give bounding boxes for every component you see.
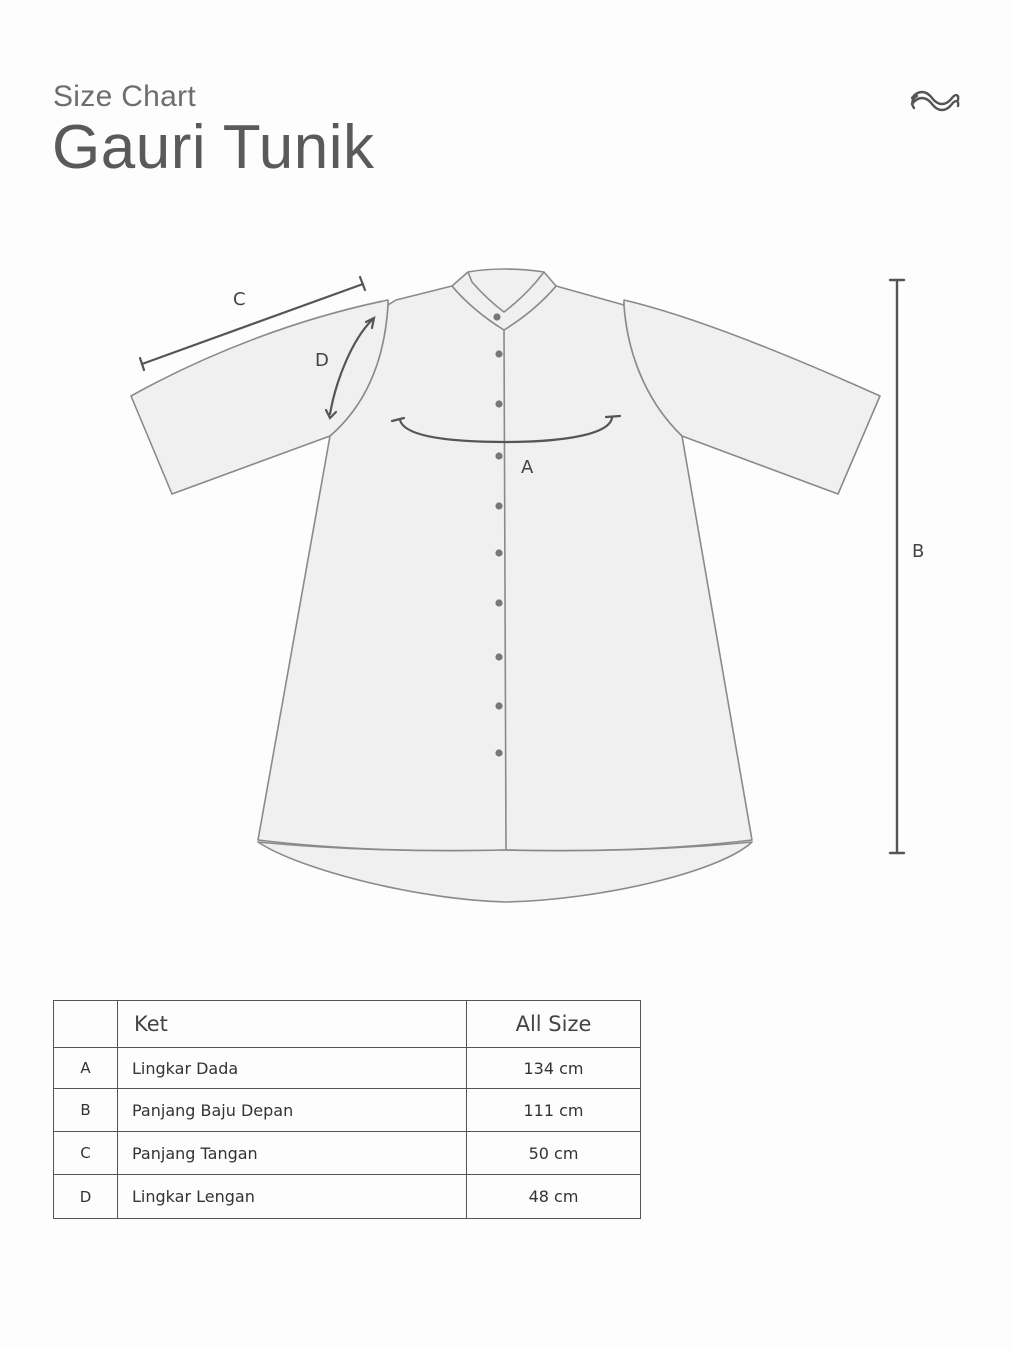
row-code: A: [54, 1048, 118, 1089]
row-description: Panjang Tangan: [118, 1132, 467, 1175]
header-all-size: All Size: [467, 1001, 641, 1048]
size-table-header-row: [54, 1001, 641, 1048]
page-subtitle: Size Chart: [53, 80, 197, 113]
measure-label-b: B: [912, 541, 925, 562]
header-ket: Ket: [118, 1001, 467, 1048]
page-title: Gauri Tunik: [52, 113, 375, 182]
row-description: Panjang Baju Depan: [118, 1089, 467, 1132]
row-code: C: [54, 1132, 118, 1175]
row-value: 48 cm: [467, 1175, 641, 1219]
row-value: 50 cm: [467, 1132, 641, 1175]
measure-label-a: A: [521, 457, 534, 478]
row-value: 111 cm: [467, 1089, 641, 1132]
button-dot: [495, 702, 502, 709]
button-dot: [493, 313, 500, 320]
tunic-outline: [131, 269, 880, 902]
header-code-cell: [54, 1001, 118, 1048]
button-dot: [495, 749, 502, 756]
button-dot: [495, 350, 502, 357]
button-dot: [495, 549, 502, 556]
button-dot: [495, 452, 502, 459]
table-row: [54, 1132, 641, 1175]
row-description: Lingkar Lengan: [118, 1175, 467, 1219]
size-table: [53, 1000, 641, 1219]
button-dot: [495, 653, 502, 660]
measure-label-c: C: [233, 289, 246, 310]
row-value: 134 cm: [467, 1048, 641, 1089]
table-row: [54, 1089, 641, 1132]
button-dot: [495, 502, 502, 509]
row-description: Lingkar Dada: [118, 1048, 467, 1089]
button-dot: [495, 400, 502, 407]
row-code: B: [54, 1089, 118, 1132]
measure-line-b: [890, 280, 904, 853]
table-row: [54, 1048, 641, 1089]
button-dot: [495, 599, 502, 606]
table-row: [54, 1175, 641, 1219]
measure-label-d: D: [315, 350, 329, 371]
row-code: D: [54, 1175, 118, 1219]
